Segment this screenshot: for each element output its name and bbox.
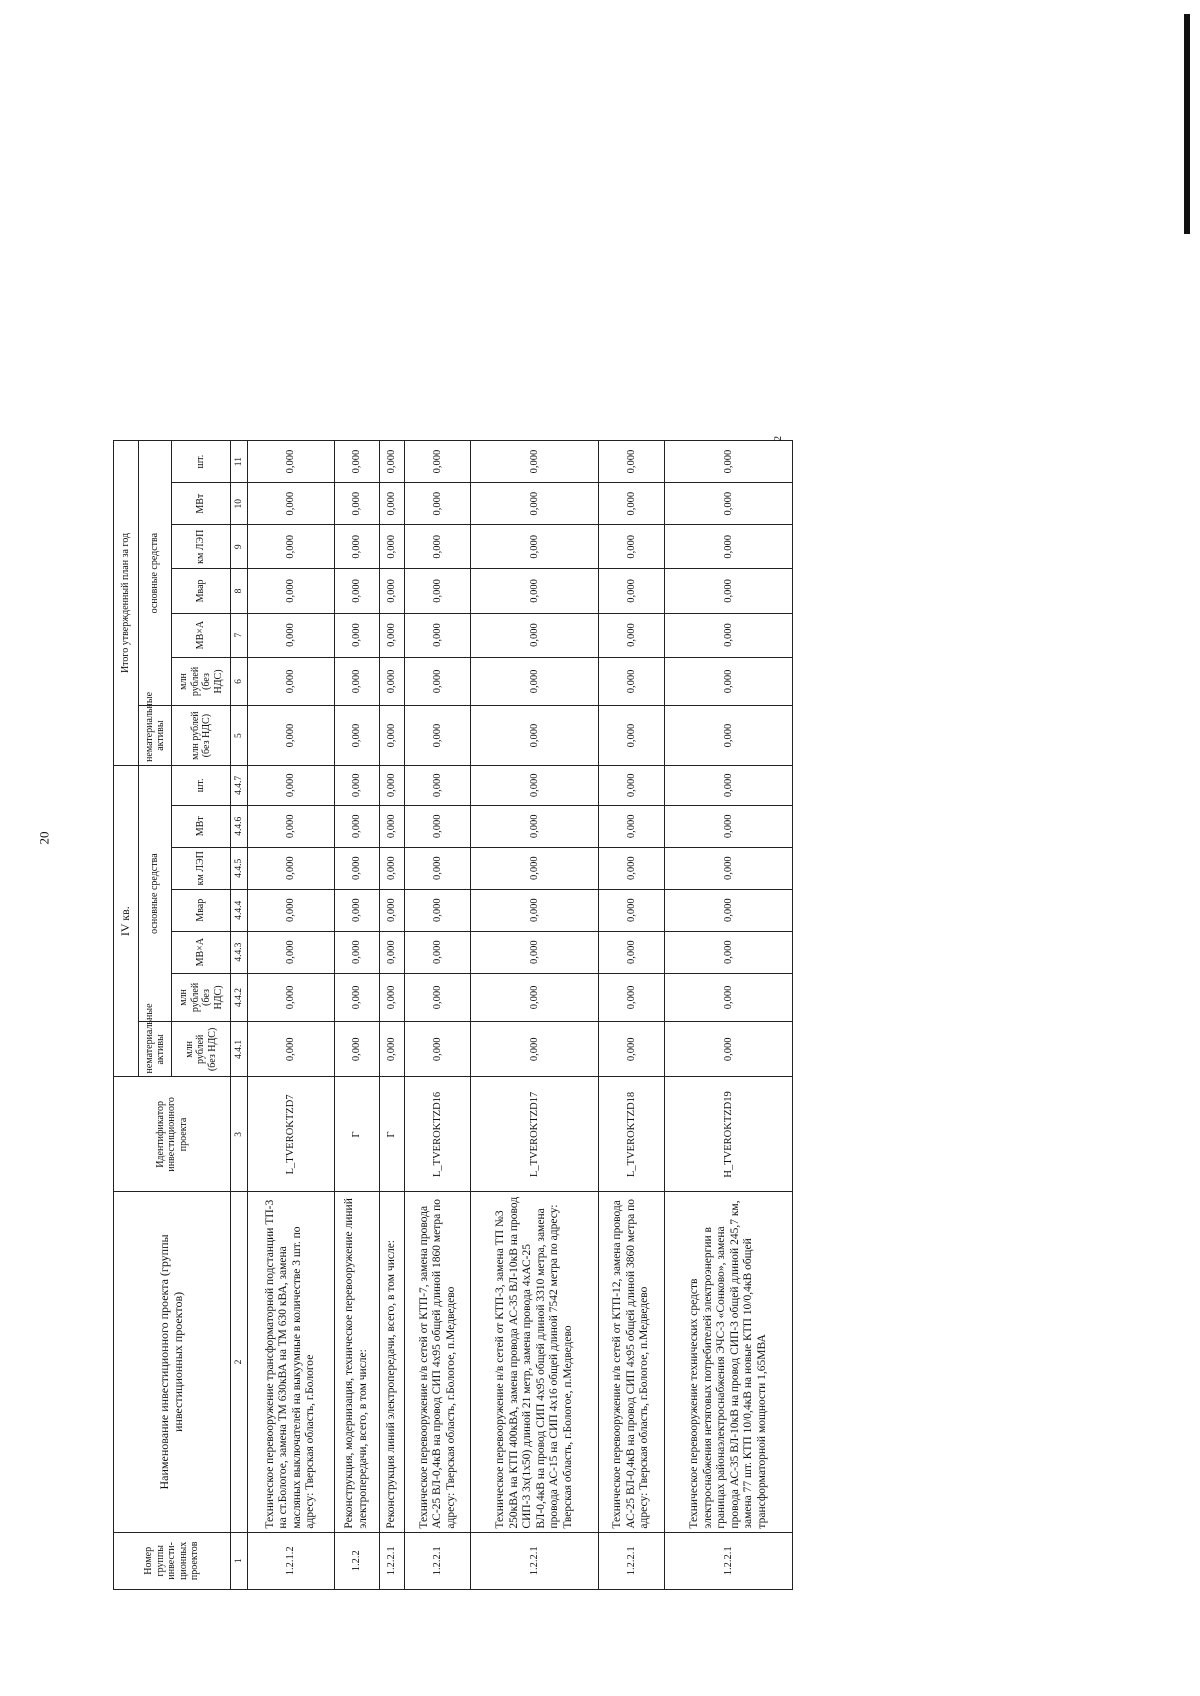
row-group-number: 1.2.2.1 xyxy=(405,1532,471,1589)
row-group-number: 1.2.2.1 xyxy=(471,1532,599,1589)
table-row xyxy=(380,441,405,1590)
row-value-cell: 0,000 xyxy=(405,441,471,483)
header-project-name: Наименование инвестиционного проекта (группы инвестиционных проектов) xyxy=(114,1192,231,1532)
row-value-cell: 0,000 xyxy=(599,847,665,889)
column-index-cell: 4.4.4 xyxy=(231,889,248,931)
row-value-cell: 0,000 xyxy=(380,613,405,657)
row-value-cell: 0,000 xyxy=(665,805,793,847)
row-value-cell: 0,000 xyxy=(334,805,380,847)
row-value-cell: 0,000 xyxy=(380,657,405,706)
row-value-cell: 0,000 xyxy=(248,847,335,889)
column-index-cell: 9 xyxy=(231,525,248,569)
row-value-cell: 0,000 xyxy=(665,931,793,973)
unit-pcs: шт. xyxy=(172,765,231,805)
row-value-cell: 0,000 xyxy=(248,706,335,766)
row-value-cell: 0,000 xyxy=(248,569,335,613)
row-value-cell: 0,000 xyxy=(334,483,380,525)
row-value-cell: 0,000 xyxy=(405,765,471,805)
row-value-cell: 0,000 xyxy=(471,613,599,657)
column-index-cell: 2 xyxy=(231,1192,248,1532)
unit-mw: МВт xyxy=(172,805,231,847)
row-value-cell: 0,000 xyxy=(248,483,335,525)
investment-program-table xyxy=(113,440,793,1590)
row-value-cell: 0,000 xyxy=(380,931,405,973)
row-value-cell: 0,000 xyxy=(599,613,665,657)
row-value-cell: 0,000 xyxy=(471,805,599,847)
column-index-cell: 4.4.5 xyxy=(231,847,248,889)
row-value-cell: 0,000 xyxy=(471,847,599,889)
header-project-id: Идентификатор инвестиционного проекта xyxy=(114,1077,231,1192)
row-value-cell: 0,000 xyxy=(471,483,599,525)
header-plan-total: Итого утвержденный план за год xyxy=(114,441,139,766)
unit-mva: МВ×А xyxy=(172,613,231,657)
row-value-cell: 0,000 xyxy=(405,706,471,766)
row-project-name: Техническое перевооружение н/в сетей от КТП-7, замена провода АС-25 ВЛ-0,4кВ на провод СИП 4х95 общей длиной 1860 метра по адресу: Тверская область, г.Бологое, п.Медведево xyxy=(405,1192,471,1532)
unit-mva: МВ×А xyxy=(172,931,231,973)
row-value-cell: 0,000 xyxy=(248,805,335,847)
row-value-cell: 0,000 xyxy=(405,569,471,613)
row-value-cell: 0,000 xyxy=(405,483,471,525)
row-value-cell: 0,000 xyxy=(380,765,405,805)
row-value-cell: 0,000 xyxy=(471,765,599,805)
row-value-cell: 0,000 xyxy=(248,889,335,931)
row-value-cell: 0,000 xyxy=(380,441,405,483)
row-value-cell: 0,000 xyxy=(599,706,665,766)
row-value-cell: 0,000 xyxy=(405,889,471,931)
unit-mvar: Мвар xyxy=(172,889,231,931)
row-value-cell: 0,000 xyxy=(665,569,793,613)
table-row xyxy=(471,441,599,1590)
unit-mw: МВт xyxy=(172,483,231,525)
unit-mln-rub: млн рублей (без НДС) xyxy=(172,1022,231,1077)
row-value-cell: 0,000 xyxy=(380,1022,405,1077)
row-value-cell: 0,000 xyxy=(599,441,665,483)
row-value-cell: 0,000 xyxy=(334,973,380,1022)
row-value-cell: 0,000 xyxy=(471,931,599,973)
unit-pcs: шт. xyxy=(172,441,231,483)
table-row xyxy=(665,441,793,1590)
header-group-number: Номер группы инвести-ционных проектов xyxy=(114,1532,231,1589)
row-value-cell: 0,000 xyxy=(334,441,380,483)
row-value-cell: 0,000 xyxy=(334,847,380,889)
row-value-cell: 0,000 xyxy=(248,441,335,483)
row-value-cell: 0,000 xyxy=(665,847,793,889)
page-number: 20 xyxy=(36,831,52,845)
row-value-cell: 0,000 xyxy=(380,973,405,1022)
row-project-id: H_TVEROKTZD19 xyxy=(665,1077,793,1192)
row-value-cell: 0,000 xyxy=(665,613,793,657)
row-value-cell: 0,000 xyxy=(334,613,380,657)
header-fixed-assets-q: основные средства xyxy=(139,765,172,1021)
unit-mln-rub: млн рублей (без НДС) xyxy=(172,706,231,766)
row-value-cell: 0,000 xyxy=(248,765,335,805)
row-group-number: 1.2.2.1 xyxy=(380,1532,405,1589)
row-value-cell: 0,000 xyxy=(665,973,793,1022)
column-index-cell: 10 xyxy=(231,483,248,525)
row-value-cell: 0,000 xyxy=(665,1022,793,1077)
row-value-cell: 0,000 xyxy=(248,1022,335,1077)
row-value-cell: 0,000 xyxy=(599,765,665,805)
table-row xyxy=(599,441,665,1590)
row-value-cell: 0,000 xyxy=(380,706,405,766)
rotated-table-container xyxy=(113,440,793,1590)
row-value-cell: 0,000 xyxy=(380,889,405,931)
table-row xyxy=(248,441,335,1590)
row-value-cell: 0,000 xyxy=(334,569,380,613)
column-index-cell: 5 xyxy=(231,706,248,766)
table-row xyxy=(334,441,380,1590)
row-value-cell: 0,000 xyxy=(380,847,405,889)
row-value-cell: 0,000 xyxy=(665,706,793,766)
row-project-id: L_TVEROKTZD18 xyxy=(599,1077,665,1192)
row-group-number: 1.2.2 xyxy=(334,1532,380,1589)
row-project-name: Техническое перевооружение технических средств электроснабжения нетяговых потребителей электроэнергии в границах районаэлектроснабжения ЭЧС-3 «Сонково», замена провода АС-35 ВЛ-10кВ на провод СИП-3 общей длиной 245,7 км, замена 77 шт. КТП 10/0,4кВ на новые КТП 10/0,4кВ общей трансформаторной мощности 1,65МВА xyxy=(665,1192,793,1532)
row-value-cell: 0,000 xyxy=(665,657,793,706)
column-index-cell: 4.4.7 xyxy=(231,765,248,805)
column-index-cell: 8 xyxy=(231,569,248,613)
column-index-cell: 3 xyxy=(231,1077,248,1192)
row-value-cell: 0,000 xyxy=(334,889,380,931)
unit-mln-rub: млн рублей (без НДС) xyxy=(172,973,231,1022)
row-value-cell: 0,000 xyxy=(471,657,599,706)
row-value-cell: 0,000 xyxy=(248,525,335,569)
row-value-cell: 0,000 xyxy=(248,931,335,973)
column-index-cell: 11 xyxy=(231,441,248,483)
row-group-number: 1.2.2.1 xyxy=(599,1532,665,1589)
row-value-cell: 0,000 xyxy=(248,657,335,706)
column-index-cell: 1 xyxy=(231,1532,248,1589)
table-body xyxy=(248,441,793,1590)
row-value-cell: 0,000 xyxy=(471,1022,599,1077)
row-project-name: Техническое перевооружение н/в сетей от КТП-3, замена ТП №3 250кВА на КТП 400кВА, замена провода АС-35 ВЛ-10кВ на провод СИП-3 3х(1х50) длиной 21 метр, замена провода 4хАС-25 ВЛ-0,4кВ на провод СИП 4х95 общей длиной 3310 метра, замена провода АС-15 на СИП 4х16 общей длиной 7542 метра по адресу: Тверская область, г.Бологое, п.Медведево xyxy=(471,1192,599,1532)
row-value-cell: 0,000 xyxy=(334,1022,380,1077)
row-value-cell: 0,000 xyxy=(471,569,599,613)
unit-mvar: Мвар xyxy=(172,569,231,613)
row-value-cell: 0,000 xyxy=(405,613,471,657)
row-value-cell: 0,000 xyxy=(471,889,599,931)
row-value-cell: 0,000 xyxy=(471,525,599,569)
row-project-id: Г xyxy=(334,1077,380,1192)
row-value-cell: 0,000 xyxy=(380,483,405,525)
row-project-id: L_TVEROKTZD16 xyxy=(405,1077,471,1192)
unit-km: км ЛЭП xyxy=(172,525,231,569)
row-value-cell: 0,000 xyxy=(405,973,471,1022)
column-index-cell: 7 xyxy=(231,613,248,657)
row-value-cell: 0,000 xyxy=(248,973,335,1022)
row-value-cell: 0,000 xyxy=(665,525,793,569)
header-quarter: IV кв. xyxy=(114,765,139,1077)
row-value-cell: 0,000 xyxy=(380,805,405,847)
footnote-mark: 2 xyxy=(773,436,784,441)
row-project-name: Реконструкция, модернизация, техническое перевооружение линий электропередачи, всего, в том числе: xyxy=(334,1192,380,1532)
table-row xyxy=(405,441,471,1590)
row-value-cell: 0,000 xyxy=(599,931,665,973)
row-project-id: L_TVEROKTZD17 xyxy=(471,1077,599,1192)
row-value-cell: 0,000 xyxy=(599,657,665,706)
unit-mln-rub: млн рублей (без НДС) xyxy=(172,657,231,706)
row-project-id: L_TVEROKTZD7 xyxy=(248,1077,335,1192)
header-intangible-plan: нематериальные активы xyxy=(139,706,172,766)
row-value-cell: 0,000 xyxy=(405,525,471,569)
row-value-cell: 0,000 xyxy=(334,657,380,706)
scan-edge-bar xyxy=(1184,14,1190,234)
row-group-number: 1.2.2.1 xyxy=(665,1532,793,1589)
row-value-cell: 0,000 xyxy=(599,525,665,569)
row-value-cell: 0,000 xyxy=(334,765,380,805)
row-value-cell: 0,000 xyxy=(405,805,471,847)
column-index-row xyxy=(231,441,248,1590)
row-value-cell: 0,000 xyxy=(665,483,793,525)
row-value-cell: 0,000 xyxy=(471,706,599,766)
header-fixed-assets-plan: основные средства xyxy=(139,441,172,706)
row-value-cell: 0,000 xyxy=(599,1022,665,1077)
row-group-number: 1.2.1.2 xyxy=(248,1532,335,1589)
row-value-cell: 0,000 xyxy=(665,889,793,931)
row-value-cell: 0,000 xyxy=(405,657,471,706)
row-value-cell: 0,000 xyxy=(380,569,405,613)
row-value-cell: 0,000 xyxy=(471,973,599,1022)
row-project-name: Техническое перевооружение трансформаторной подстанции ТП-3 на ст.Бологое, замена ТМ 630кВА на ТМ 630 кВА, замена масляных выключателей на выкуумные в количестве 3 шт. по адресу: Тверская область, г.Бологое xyxy=(248,1192,335,1532)
row-project-id: Г xyxy=(380,1077,405,1192)
column-index-cell: 4.4.3 xyxy=(231,931,248,973)
row-value-cell: 0,000 xyxy=(334,931,380,973)
row-project-name: Реконструкция линий электропередачи, всего, в том числе: xyxy=(380,1192,405,1532)
row-value-cell: 0,000 xyxy=(334,706,380,766)
unit-km: км ЛЭП xyxy=(172,847,231,889)
row-value-cell: 0,000 xyxy=(248,613,335,657)
row-value-cell: 0,000 xyxy=(405,1022,471,1077)
row-value-cell: 0,000 xyxy=(471,441,599,483)
row-project-name: Техническое перевооружение н/в сетей от КТП-12, замена провода АС-25 ВЛ-0,4кВ на провод СИП 4х95 общей длиной 3860 метра по адресу: Тверская область, г.Бологое, п.Медведево xyxy=(599,1192,665,1532)
row-value-cell: 0,000 xyxy=(599,483,665,525)
row-value-cell: 0,000 xyxy=(599,973,665,1022)
column-index-cell: 4.4.1 xyxy=(231,1022,248,1077)
row-value-cell: 0,000 xyxy=(599,805,665,847)
row-value-cell: 0,000 xyxy=(599,889,665,931)
row-value-cell: 0,000 xyxy=(665,765,793,805)
row-value-cell: 0,000 xyxy=(405,847,471,889)
row-value-cell: 0,000 xyxy=(334,525,380,569)
column-index-cell: 4.4.2 xyxy=(231,973,248,1022)
row-value-cell: 0,000 xyxy=(665,441,793,483)
row-value-cell: 0,000 xyxy=(599,569,665,613)
column-index-cell: 4.4.6 xyxy=(231,805,248,847)
row-value-cell: 0,000 xyxy=(405,931,471,973)
row-value-cell: 0,000 xyxy=(380,525,405,569)
column-index-cell: 6 xyxy=(231,657,248,706)
header-intangible-q: нематериальные активы xyxy=(139,1022,172,1077)
